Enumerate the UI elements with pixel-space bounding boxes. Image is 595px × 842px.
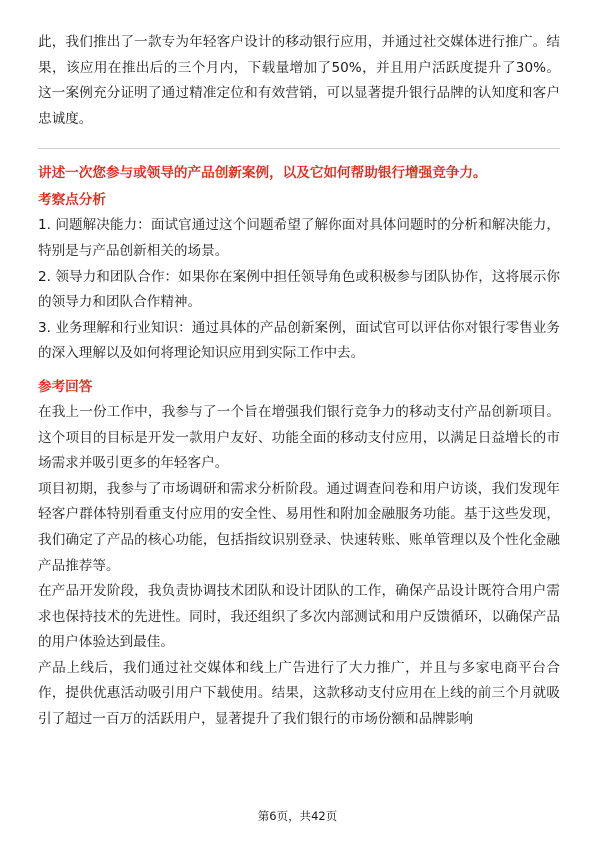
page-number: 第6页，共42页 (257, 809, 338, 823)
answer-paragraph: 在我上一份工作中，我参与了一个旨在增强我们银行竞争力的移动支付产品创新项目。这个项目的目标是开发一款用户友好、功能全面的移动支付应用，以满足日益增长的市场需求并吸引更多的年轻客户。 (38, 403, 560, 472)
page-content (38, 30, 560, 733)
section-gap (38, 367, 560, 375)
answer-paragraph: 项目初期，我参与了市场调研和需求分析阶段。通过调查问卷和用户访谈，我们发现年轻客户群体特别看重支付应用的安全性、易用性和附加金融服务功能。基于这些发现，我们确定了产品的核心功能，包括指纹识别登录、快速转账、账单管理以及个性化金融产品推荐等。 (38, 480, 560, 574)
interview-question: 讲述一次您参与或领导的产品创新案例，以及它如何帮助银行增强竞争力。 (38, 165, 487, 182)
answer-paragraph: 在产品开发阶段，我负责协调技术团队和设计团队的工作，确保产品设计既符合用户需求也保持技术的先进性。同时，我还组织了多次内部测试和用户反馈循环，以确保产品的用户体验达到最佳。 (38, 583, 560, 651)
analysis-title: 考察点分析 (38, 192, 106, 209)
analysis-item: 3. 业务理解和行业知识：通过具体的产品创新案例，面试官可以评估你对银行零售业务的深入理解以及如何将理论知识应用到实际工作中去。 (38, 319, 560, 362)
section-divider (38, 148, 560, 149)
answer-title: 参考回答 (38, 378, 93, 395)
analysis-item: 2. 领导力和团队合作：如果你在案例中担任领导角色或积极参与团队协作，这将展示你的领导力和团队合作精神。 (38, 268, 560, 311)
analysis-item: 1. 问题解决能力：面试官通过这个问题希望了解你面对具体问题时的分析和解决能力，特别是与产品创新相关的场景。 (38, 217, 560, 259)
intro-paragraph: 此，我们推出了一款专为年轻客户设计的移动银行应用，并通过社交媒体进行推广。结果，该应用在推出后的三个月内，下载量增加了50%，并且用户活跃度提升了30%。这一案例充分证明了通过精准定位和有效营销，可以显著提升银行品牌的认知度和客户忠诚度。 (38, 34, 560, 127)
answer-paragraph: 产品上线后，我们通过社交媒体和线上广告进行了大力推广，并且与多家电商平台合作，提供优惠活动吸引用户下载使用。结果，这款移动支付应用在上线的前三个月就吸引了超过一百万的活跃用户，显著提升了我们银行的市场份额和品牌影响 (38, 659, 560, 728)
